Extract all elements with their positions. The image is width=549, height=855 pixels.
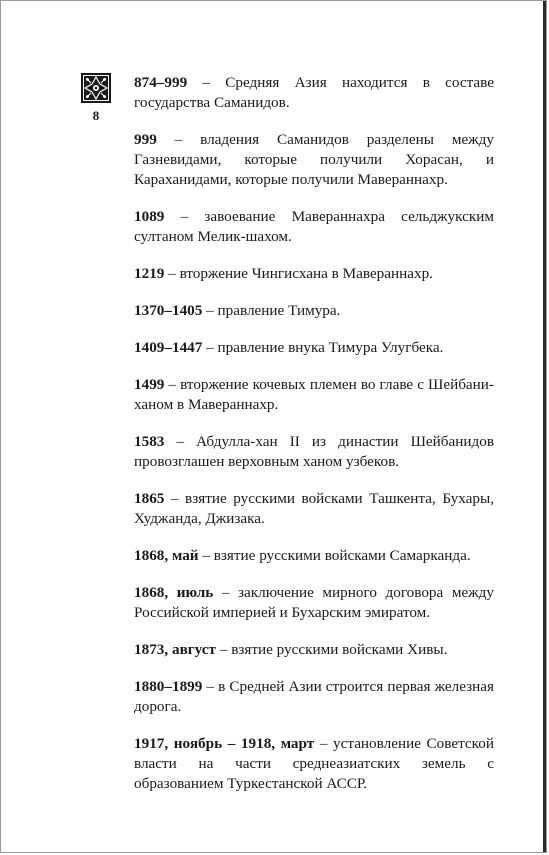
chronology-entry [134, 583, 494, 623]
chronology-entry [134, 301, 494, 321]
entry-date: 1370–1405 [134, 302, 203, 319]
entry-text: – вторжение кочевых племен во главе с Шейбани-ханом в Мавераннахр. [134, 376, 494, 413]
chronology-entry [134, 640, 494, 660]
entry-text: – взятие русскими войсками Ташкента, Бухары, Худжанда, Джизака. [134, 490, 494, 527]
entry-text: – установление Советской власти на части среднеазиатских земель с образованием Туркестанской АССР. [134, 735, 494, 792]
chronology-entry [134, 677, 494, 717]
chronology-list [134, 73, 494, 811]
entry-text: – заключение мирного договора между Российской империей и Бухарским эмиратом. [134, 584, 494, 621]
ornament-icon [81, 73, 111, 103]
entry-date: 1583 [134, 433, 165, 450]
chronology-entry [134, 73, 494, 113]
entry-date: 1219 [134, 265, 165, 282]
entry-text: – владения Саманидов разделены между Газневидами, которые получили Хорасан, и Караханидами, которые получили Мавераннахр. [134, 131, 494, 188]
entry-date: 1409–1447 [134, 339, 203, 356]
entry-text: – правление внука Тимура Улугбека. [202, 339, 444, 356]
entry-date: 874–999 [134, 74, 188, 91]
chronology-entry [134, 264, 494, 284]
entry-date: 1868, июль [134, 584, 214, 601]
entry-date: 1868, май [134, 547, 199, 564]
entry-text: – правление Тимура. [202, 302, 341, 319]
entry-date: 1089 [134, 208, 165, 225]
chronology-entry [134, 207, 494, 247]
entry-date: 1880–1899 [134, 678, 203, 695]
entry-date: 1873, август [134, 641, 216, 658]
chronology-entry [134, 734, 494, 794]
chronology-entry [134, 375, 494, 415]
entry-text: – Абдулла-хан II из династии Шейбанидов провозглашен верховным ханом узбеков. [134, 433, 494, 470]
entry-text: – вторжение Чингисхана в Мавераннахр. [164, 265, 433, 282]
entry-text: – завоевание Мавераннахра сельджукским султаном Мелик-шахом. [134, 208, 494, 245]
chronology-entry [134, 489, 494, 529]
page-edge-shadow [543, 1, 546, 852]
entry-date: 1917, ноябрь – 1918, март [134, 735, 315, 752]
chronology-entry [134, 130, 494, 190]
chronology-entry [134, 546, 494, 566]
entry-date: 999 [134, 131, 157, 148]
chronology-entry [134, 432, 494, 472]
entry-text: – взятие русскими войсками Хивы. [216, 641, 448, 658]
page-number: 8 [92, 108, 100, 123]
entry-text: – взятие русскими войсками Самарканда. [198, 547, 471, 564]
entry-date: 1865 [134, 490, 165, 507]
entry-date: 1499 [134, 376, 165, 393]
chronology-entry [134, 338, 494, 358]
entry-text: – Средняя Азия находится в составе государства Саманидов. [134, 74, 494, 111]
entry-text: – в Средней Азии строится первая железная дорога. [134, 678, 494, 715]
